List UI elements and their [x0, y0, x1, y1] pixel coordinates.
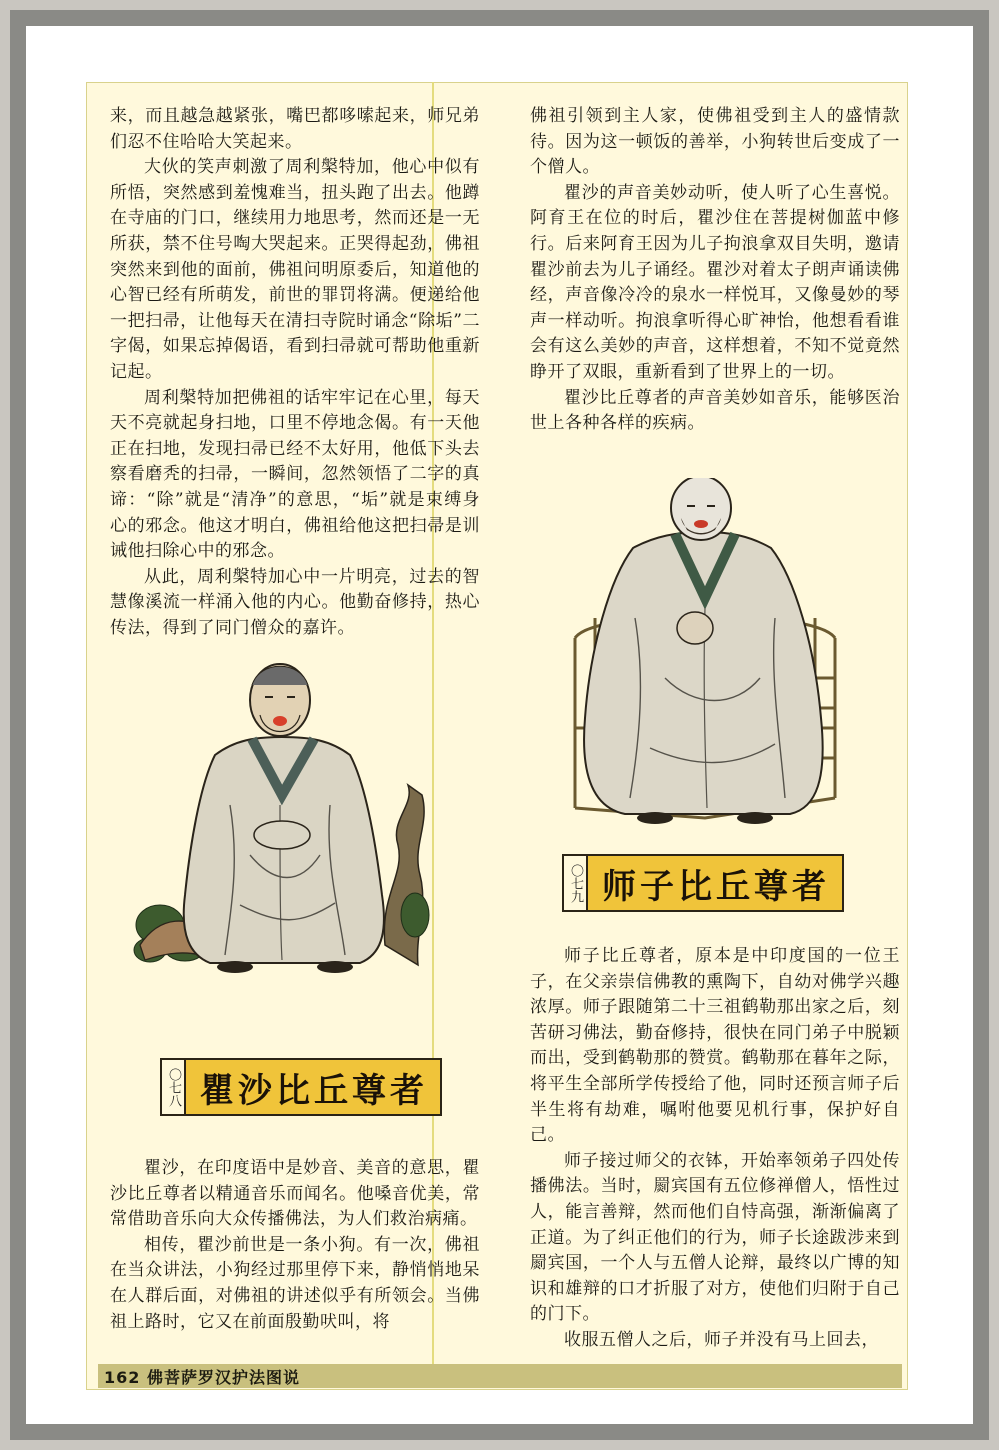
page-footer	[98, 1364, 902, 1388]
right-column-lower-text	[530, 944, 900, 1354]
paragraph: 大伙的笑声刺激了周利槃特加，他心中似有所悟，突然感到羞愧难当，扭头跑了出去。他蹲在寺庙的门口，继续用力地思考，然而还是一无所获，禁不住号啕大哭起来。正哭得起劲，佛祖突然来到他的面前，佛祖问明原委后，知道他的心智已经有所萌发，前世的罪罚将满。便递给他一把扫帚，让他每天在清扫寺院时诵念“除垢”二字偈，如果忘掉偈语，看到扫帚就可帮助他重新记起。	[110, 157, 480, 382]
arhat-illustration-left	[130, 645, 430, 975]
paragraph: 佛祖引领到主人家，使佛祖受到主人的盛情款待。因为这一顿饭的善举，小狗转世后变成了一个僧人。	[530, 106, 900, 178]
section-title: 师子比丘尊者	[588, 856, 842, 910]
paragraph: 师子接过师父的衣钵，开始率领弟子四处传播佛法。当时，罽宾国有五位修禅僧人，悟性过人，能言善辩，然而他们自恃高强，渐渐偏离了正道。为了纠正他们的行为，师子长途跋涉来到罽宾国，一个人与五僧人论辩，最终以广博的知识和雄辩的口才折服了对方，使他们归附于自己的门下。	[530, 1150, 900, 1325]
paragraph: 来，而且越急越紧张，嘴巴都哆嗦起来，师兄弟们忍不住哈哈大笑起来。	[110, 106, 480, 152]
paragraph: 瞿沙比丘尊者的声音美妙如音乐，能够医治世上各种各样的疾病。	[530, 387, 900, 434]
section-title-079	[562, 854, 844, 912]
paragraph: 从此，周利槃特加心中一片明亮，过去的智慧像溪流一样涌入他的内心。他勤奋修持，热心传法，得到了同门僧众的嘉许。	[110, 566, 480, 638]
section-title: 瞿沙比丘尊者	[186, 1060, 440, 1114]
paragraph: 收服五僧人之后，师子并没有马上回去，	[564, 1329, 879, 1350]
section-number: 〇七八	[162, 1060, 186, 1114]
section-title-078	[160, 1058, 442, 1116]
paragraph: 周利槃特加把佛祖的话牢牢记在心里，每天天不亮就起身扫地，口里不停地念偈。有一天他正在扫地，发现扫帚已经不太好用，他低下头去察看磨秃的扫帚，一瞬间，忽然领悟了二字的真谛：“除”就是“清净”的意思，“垢”就是束缚身心的邪念。他这才明白，佛祖给他这把扫帚是训诫他扫除心中的邪念。	[110, 387, 480, 562]
footer-page-title: 162 佛菩萨罗汉护法图说	[104, 1367, 300, 1387]
arhat-illustration-right	[555, 478, 855, 838]
section-number: 〇七九	[564, 856, 588, 910]
paragraph: 瞿沙，在印度语中是妙音、美音的意思，瞿沙比丘尊者以精通音乐而闻名。他嗓音优美，常常借助音乐向大众传播佛法，为人们救治病痛。	[110, 1158, 480, 1230]
paragraph: 瞿沙的声音美妙动听，使人听了心生喜悦。阿育王在位的时后，瞿沙住在菩提树伽蓝中修行。后来阿育王因为儿子拘浪拿双目失明，邀请瞿沙前去为儿子诵经。瞿沙对着太子朗声诵读佛经，声音像冷冷的泉水一样悦耳，又像曼妙的琴声一样动听。拘浪拿听得心旷神怡，他想看看谁会有这么美妙的声音，这样想着，不知不觉竟然睁开了双眼，重新看到了世界上的一切。	[530, 182, 900, 382]
left-column-text	[110, 104, 480, 641]
left-column-lower-text	[110, 1156, 480, 1335]
paragraph: 师子比丘尊者，原本是中印度国的一位王子，在父亲崇信佛教的熏陶下，自幼对佛学兴趣浓厚。师子跟随第二十三祖鹤勒那出家之后，刻苦研习佛法，勤奋修持，很快在同门弟子中脱颖而出，受到鹤勒那的赞赏。鹤勒那在暮年之际，将平生全部所学传授给了他，同时还预言师子后半生将有劫难，嘱咐他要见机行事，保护好自己。	[530, 946, 900, 1146]
right-column-text	[530, 104, 900, 437]
paragraph: 相传，瞿沙前世是一条小狗。有一次，佛祖在当众讲法，小狗经过那里停下来，静悄悄地呆在人群后面，对佛祖的讲述似乎有所领会。当佛祖上路时，它又在前面殷勤吠叫，将	[110, 1234, 480, 1332]
